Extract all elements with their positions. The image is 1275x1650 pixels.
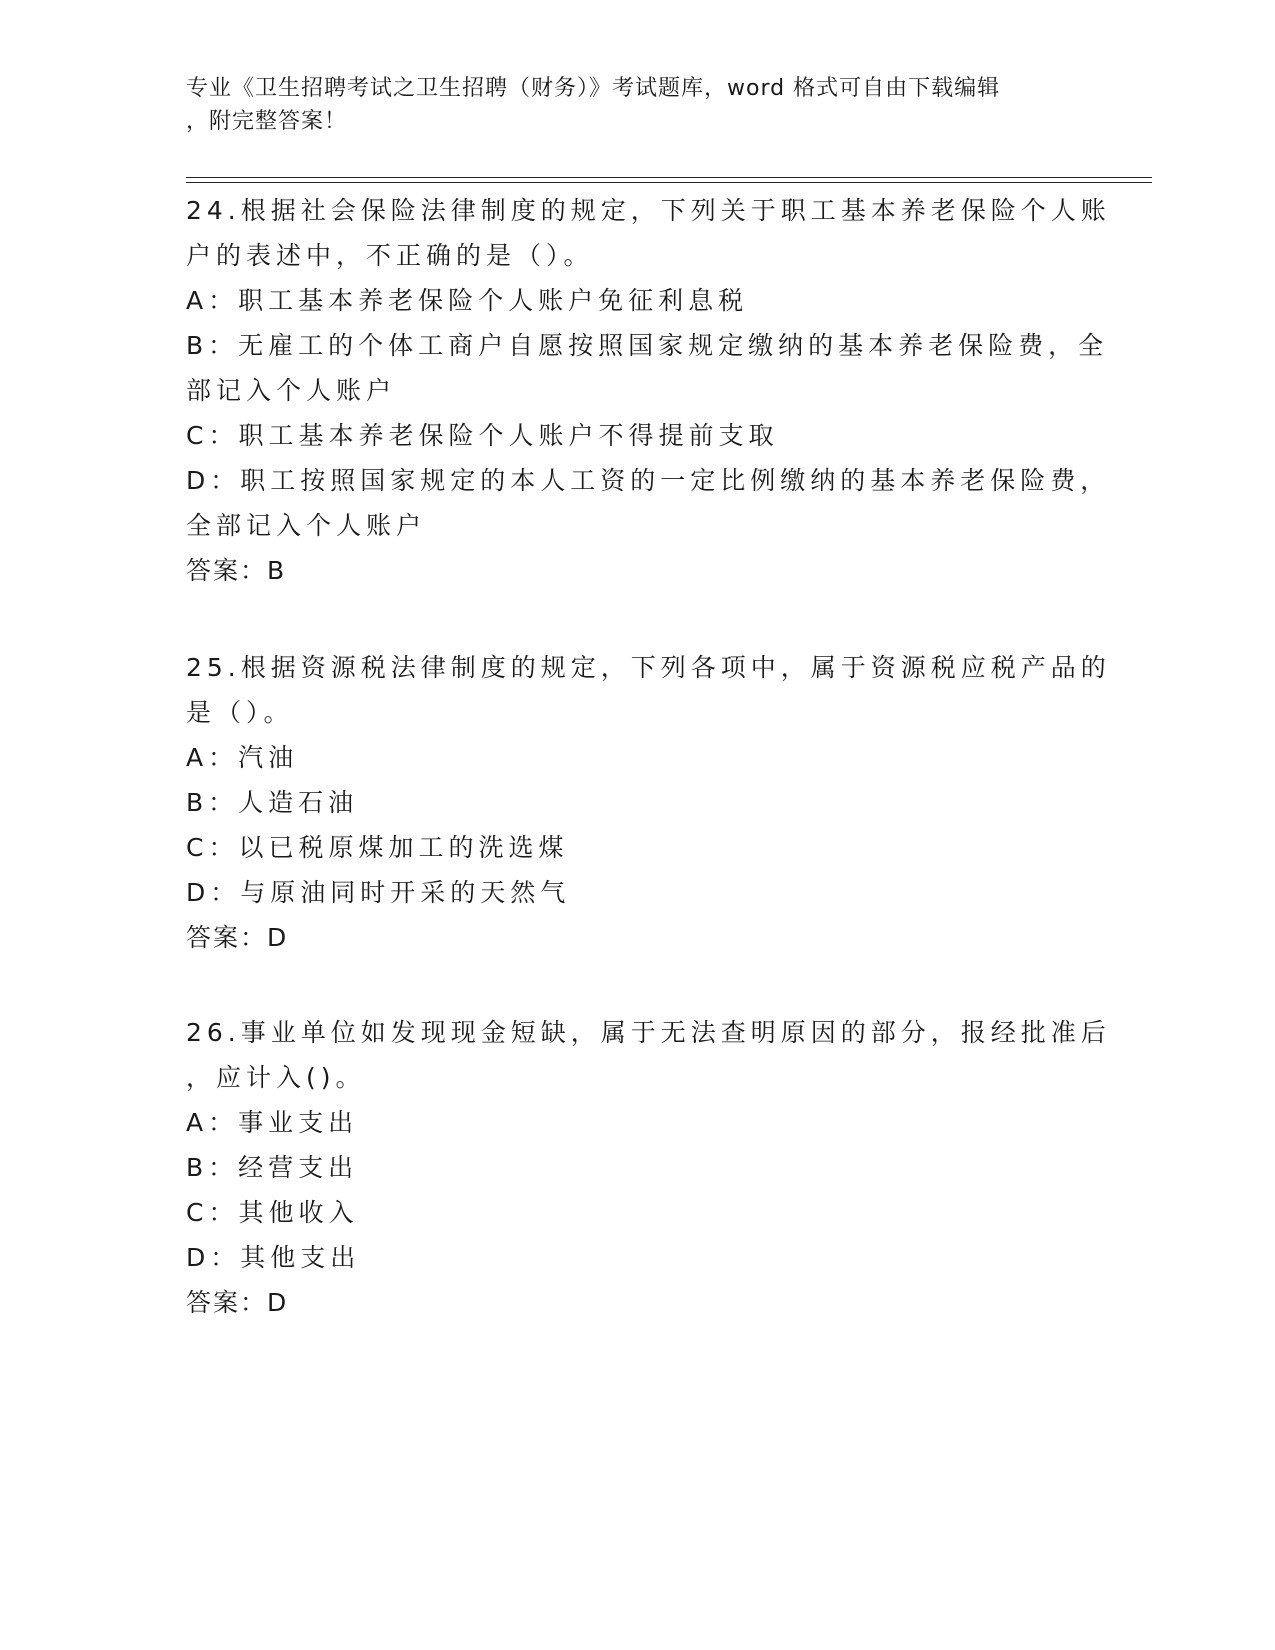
question-stem-line: 26.事业单位如发现现金短缺，属于无法查明原因的部分，报经批准后	[186, 1018, 1111, 1047]
option-d: D：与原油同时开采的天然气	[186, 878, 571, 907]
question-stem-line: 24.根据社会保险法律制度的规定，下列关于职工基本养老保险个人账	[186, 196, 1111, 225]
option-c: C：职工基本养老保险个人账户不得提前支取	[186, 421, 779, 450]
option-d: D：其他支出	[186, 1243, 361, 1272]
option-b-continued: 部记入个人账户	[186, 376, 397, 405]
option-c: C：以已税原煤加工的洗选煤	[186, 833, 569, 862]
question-25	[186, 645, 1111, 960]
question-26	[186, 1010, 1111, 1325]
answer-label: 答案：D	[186, 1288, 289, 1317]
document-header	[186, 72, 1066, 138]
header-divider-bottom	[186, 182, 1152, 183]
option-d-continued: 全部记入个人账户	[186, 511, 427, 540]
answer-label: 答案：B	[186, 556, 287, 585]
option-b: B：经营支出	[186, 1153, 359, 1182]
option-a: A：事业支出	[186, 1108, 359, 1137]
header-divider-top	[186, 177, 1152, 178]
option-d: D：职工按照国家规定的本人工资的一定比例缴纳的基本养老保险费，	[186, 466, 1111, 495]
question-stem-line: ，应计入()。	[186, 1063, 366, 1092]
question-24	[186, 188, 1111, 593]
question-stem-line: 是（）。	[186, 698, 294, 727]
option-c: C：其他收入	[186, 1198, 359, 1227]
header-line-2: ，附完整答案！	[186, 109, 348, 134]
option-a: A：汽油	[186, 743, 299, 772]
question-stem-line: 户的表述中，不正确的是（）。	[186, 241, 594, 270]
answer-label: 答案：D	[186, 923, 289, 952]
option-b: B：无雇工的个体工商户自愿按照国家规定缴纳的基本养老保险费，全	[186, 331, 1109, 360]
header-line-1: 专业《卫生招聘考试之卫生招聘（财务）》考试题库，word 格式可自由下载编辑	[186, 76, 1001, 101]
question-stem-line: 25.根据资源税法律制度的规定，下列各项中，属于资源税应税产品的	[186, 653, 1111, 682]
option-b: B：人造石油	[186, 788, 359, 817]
option-a: A：职工基本养老保险个人账户免征利息税	[186, 286, 749, 315]
